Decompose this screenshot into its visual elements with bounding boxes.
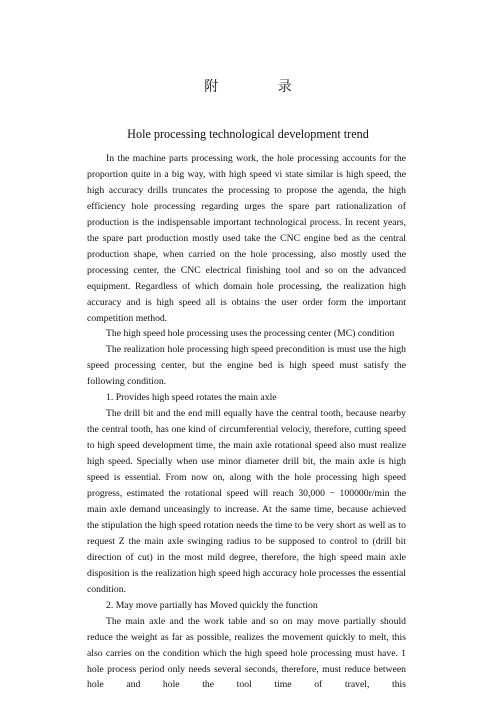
paragraph-main-axle: The drill bit and the end mill equally have the central tooth, because nearby the central tooth, has one kind of circumferential velociy, therefore, cutting speed to high speed development time, the main axle rotational speed also must realize high speed. Specially when use minor diameter drill bit, the main axle is high speed is essential. From now on, along with the hole processing high speed progress, estimated the rotational speed will reach 30,000 − 100000r/min the main axle demand unceasingly to increase. At the same time, because achieved the stipulation the high speed rotation needs the time to be very short as well as to request Z the main axle swinging radius to be supposed to control to (drill bit direction of cut) in the most mild degree, therefore, the high speed main axle disposition is the realization high speed high accuracy hole processes the essential condition. [87, 408, 406, 595]
paragraph-heading-move: 2. May move partially has Moved quickly the function [106, 599, 318, 611]
paragraph-move: The main axle and the work table and so on may move partially should reduce the weight as far as possible, realizes the movement quickly to melt, this also carries on the condition which the high speed hole processing must have. 1 hole process period only needs several seconds, therefore, must reduce between hole and hole the tool time of travel, this [87, 615, 406, 691]
body-text [87, 151, 406, 693]
paragraph-mc-condition: The high speed hole processing uses the processing center (MC) condition [106, 328, 395, 340]
paragraph-heading-main-axle: 1. Provides high speed rotates the main axle [106, 392, 277, 404]
appendix-title: 附 录 [204, 80, 320, 95]
paragraph-precondition: The realization hole processing high speed precondition is must use the high speed processing center, but the engine bed is high speed must satisfy the following condition. [87, 344, 406, 388]
paper-title: Hole processing technological development trend [127, 127, 369, 141]
paragraph-intro: In the machine parts processing work, the hole processing accounts for the proportion quite in a big way, with high speed vi state similar is high speed, the high accuracy drills truncates the processing to propose the agenda, the high efficiency hole processing regarding urges the spare part rationalization of production is the indispensable important technological process. In recent years, the spare part production mostly used take the CNC engine bed as the central production shape, when carried on the hole processing, also mostly used the processing center, the CNC electrical finishing tool and so on the advanced equipment. Regardless of which domain hole processing, the realization high accuracy and is high speed all is obtains the user order form the important competition method. [87, 153, 406, 324]
